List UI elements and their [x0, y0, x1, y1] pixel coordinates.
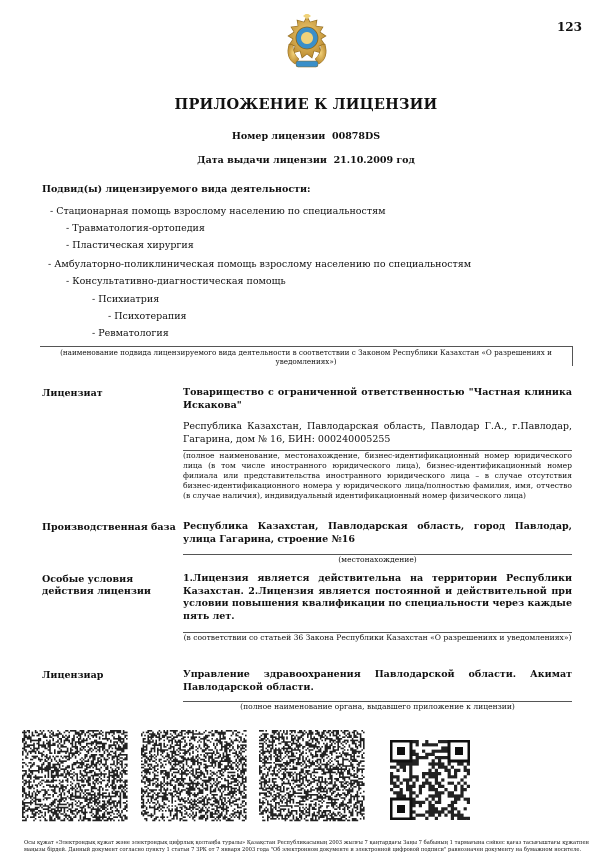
- license-number-value: 00878DS: [331, 131, 381, 142]
- special-conditions-note: (в соответствии со статьей 36 Закона Республики Казахстан «О разрешениях и уведомлениях»): [183, 633, 572, 642]
- licensee-label: Лицензиат: [42, 388, 103, 399]
- special-conditions-label-line2: действия лицензии: [42, 586, 151, 597]
- issue-date-label: Дата выдачи лицензии: [197, 155, 327, 166]
- activities-note: (наименование подвида лицензируемого вида деятельности в соответствии с Законом Республики Казахстан «О разрешениях и уведомлениях»): [40, 346, 573, 366]
- barcode-3-icon: [259, 730, 365, 822]
- activity-item: - Травматология-ортопедия: [66, 223, 205, 234]
- state-emblem-icon: [281, 14, 333, 70]
- licensee-address: Республика Казахстан, Павлодарская область, Павлодар Г.А., г.Павлодар, Гагарина, дом № 16, БИН: 000240005255: [183, 421, 572, 445]
- licensee-name: Товарищество с ограниченной ответственностью "Частная клиника Искакова": [183, 387, 572, 411]
- production-base-note: (местонахождение): [183, 554, 572, 565]
- barcode-1-icon: [22, 730, 128, 822]
- activity-item: - Ревматология: [92, 328, 169, 339]
- licensee-note: (полное наименование, местонахождение, бизнес-идентификационный номер юридического лица (в том числе иностранного юридического лица), бизнес-идентификационный номер филиала или представительства иностранного юридического лица – в случае отсутствия бизнес-идентификационного номера у юридического лица/полностью фамилия, имя, отчество (в случае наличия), индивидуальный идентификационный номер физического лица): [183, 451, 572, 500]
- barcode-2-icon: [141, 730, 247, 822]
- licensor-note: (полное наименование органа, выдавшего приложение к лицензии): [183, 701, 572, 712]
- activity-item: - Психиатрия: [92, 294, 159, 305]
- issue-date-value: 21.10.2009 год: [333, 155, 415, 166]
- license-number-label: Номер лицензии: [231, 131, 326, 142]
- footer-legal-text: Осы құжат «Электрондық құжат және электрондық цифрлық қолтаңба туралы» Қазақстан Республикасының 2003 жылғы 7 қаңтардағы Заңы 7 бабының 1 тармағына сәйкес қағаз тасығыштағы құжатпен маңызы бірдей. Данный документ согласно пункту 1 статьи 7 ЗРК от 7 января 2003 года "Об электронном документе и электронной цифровой подписи" равнозначен документу на бумажном носителе.: [24, 840, 589, 853]
- activity-item: - Амбулаторно-поликлиническая помощь взрослому населению по специальностям: [48, 259, 471, 270]
- special-conditions-value: 1.Лицензия является действительна на территории Республики Казахстан. 2.Лицензия является постоянной и действительной при условии повышения квалификации по специальности через каждые пять лет.: [183, 573, 572, 622]
- qr-code-icon: [390, 740, 470, 820]
- license-number-line: [0, 131, 612, 142]
- production-base-value: Республика Казахстан, Павлодарская область, город Павлодар, улица Гагарина, строение №16: [183, 521, 572, 545]
- licensor-value: Управление здравоохранения Павлодарской области. Акимат Павлодарской области.: [183, 669, 572, 693]
- issue-date-line: [0, 155, 612, 166]
- document-title: ПРИЛОЖЕНИЕ К ЛИЦЕНЗИИ: [174, 96, 438, 113]
- subtypes-heading: Подвид(ы) лицензируемого вида деятельности:: [42, 184, 311, 195]
- activity-item: - Стационарная помощь взрослому населению по специальностям: [50, 206, 385, 217]
- activity-item: - Консультативно-диагностическая помощь: [66, 276, 286, 287]
- production-base-label: Производственная база: [42, 522, 176, 533]
- activity-item: - Психотерапия: [108, 311, 187, 322]
- activity-item: - Пластическая хирургия: [66, 240, 194, 251]
- page-number: 123: [556, 20, 582, 34]
- special-conditions-label: [42, 574, 151, 598]
- special-conditions-label-line1: Особые условия: [42, 574, 134, 585]
- licensor-label: Лицензиар: [42, 670, 104, 681]
